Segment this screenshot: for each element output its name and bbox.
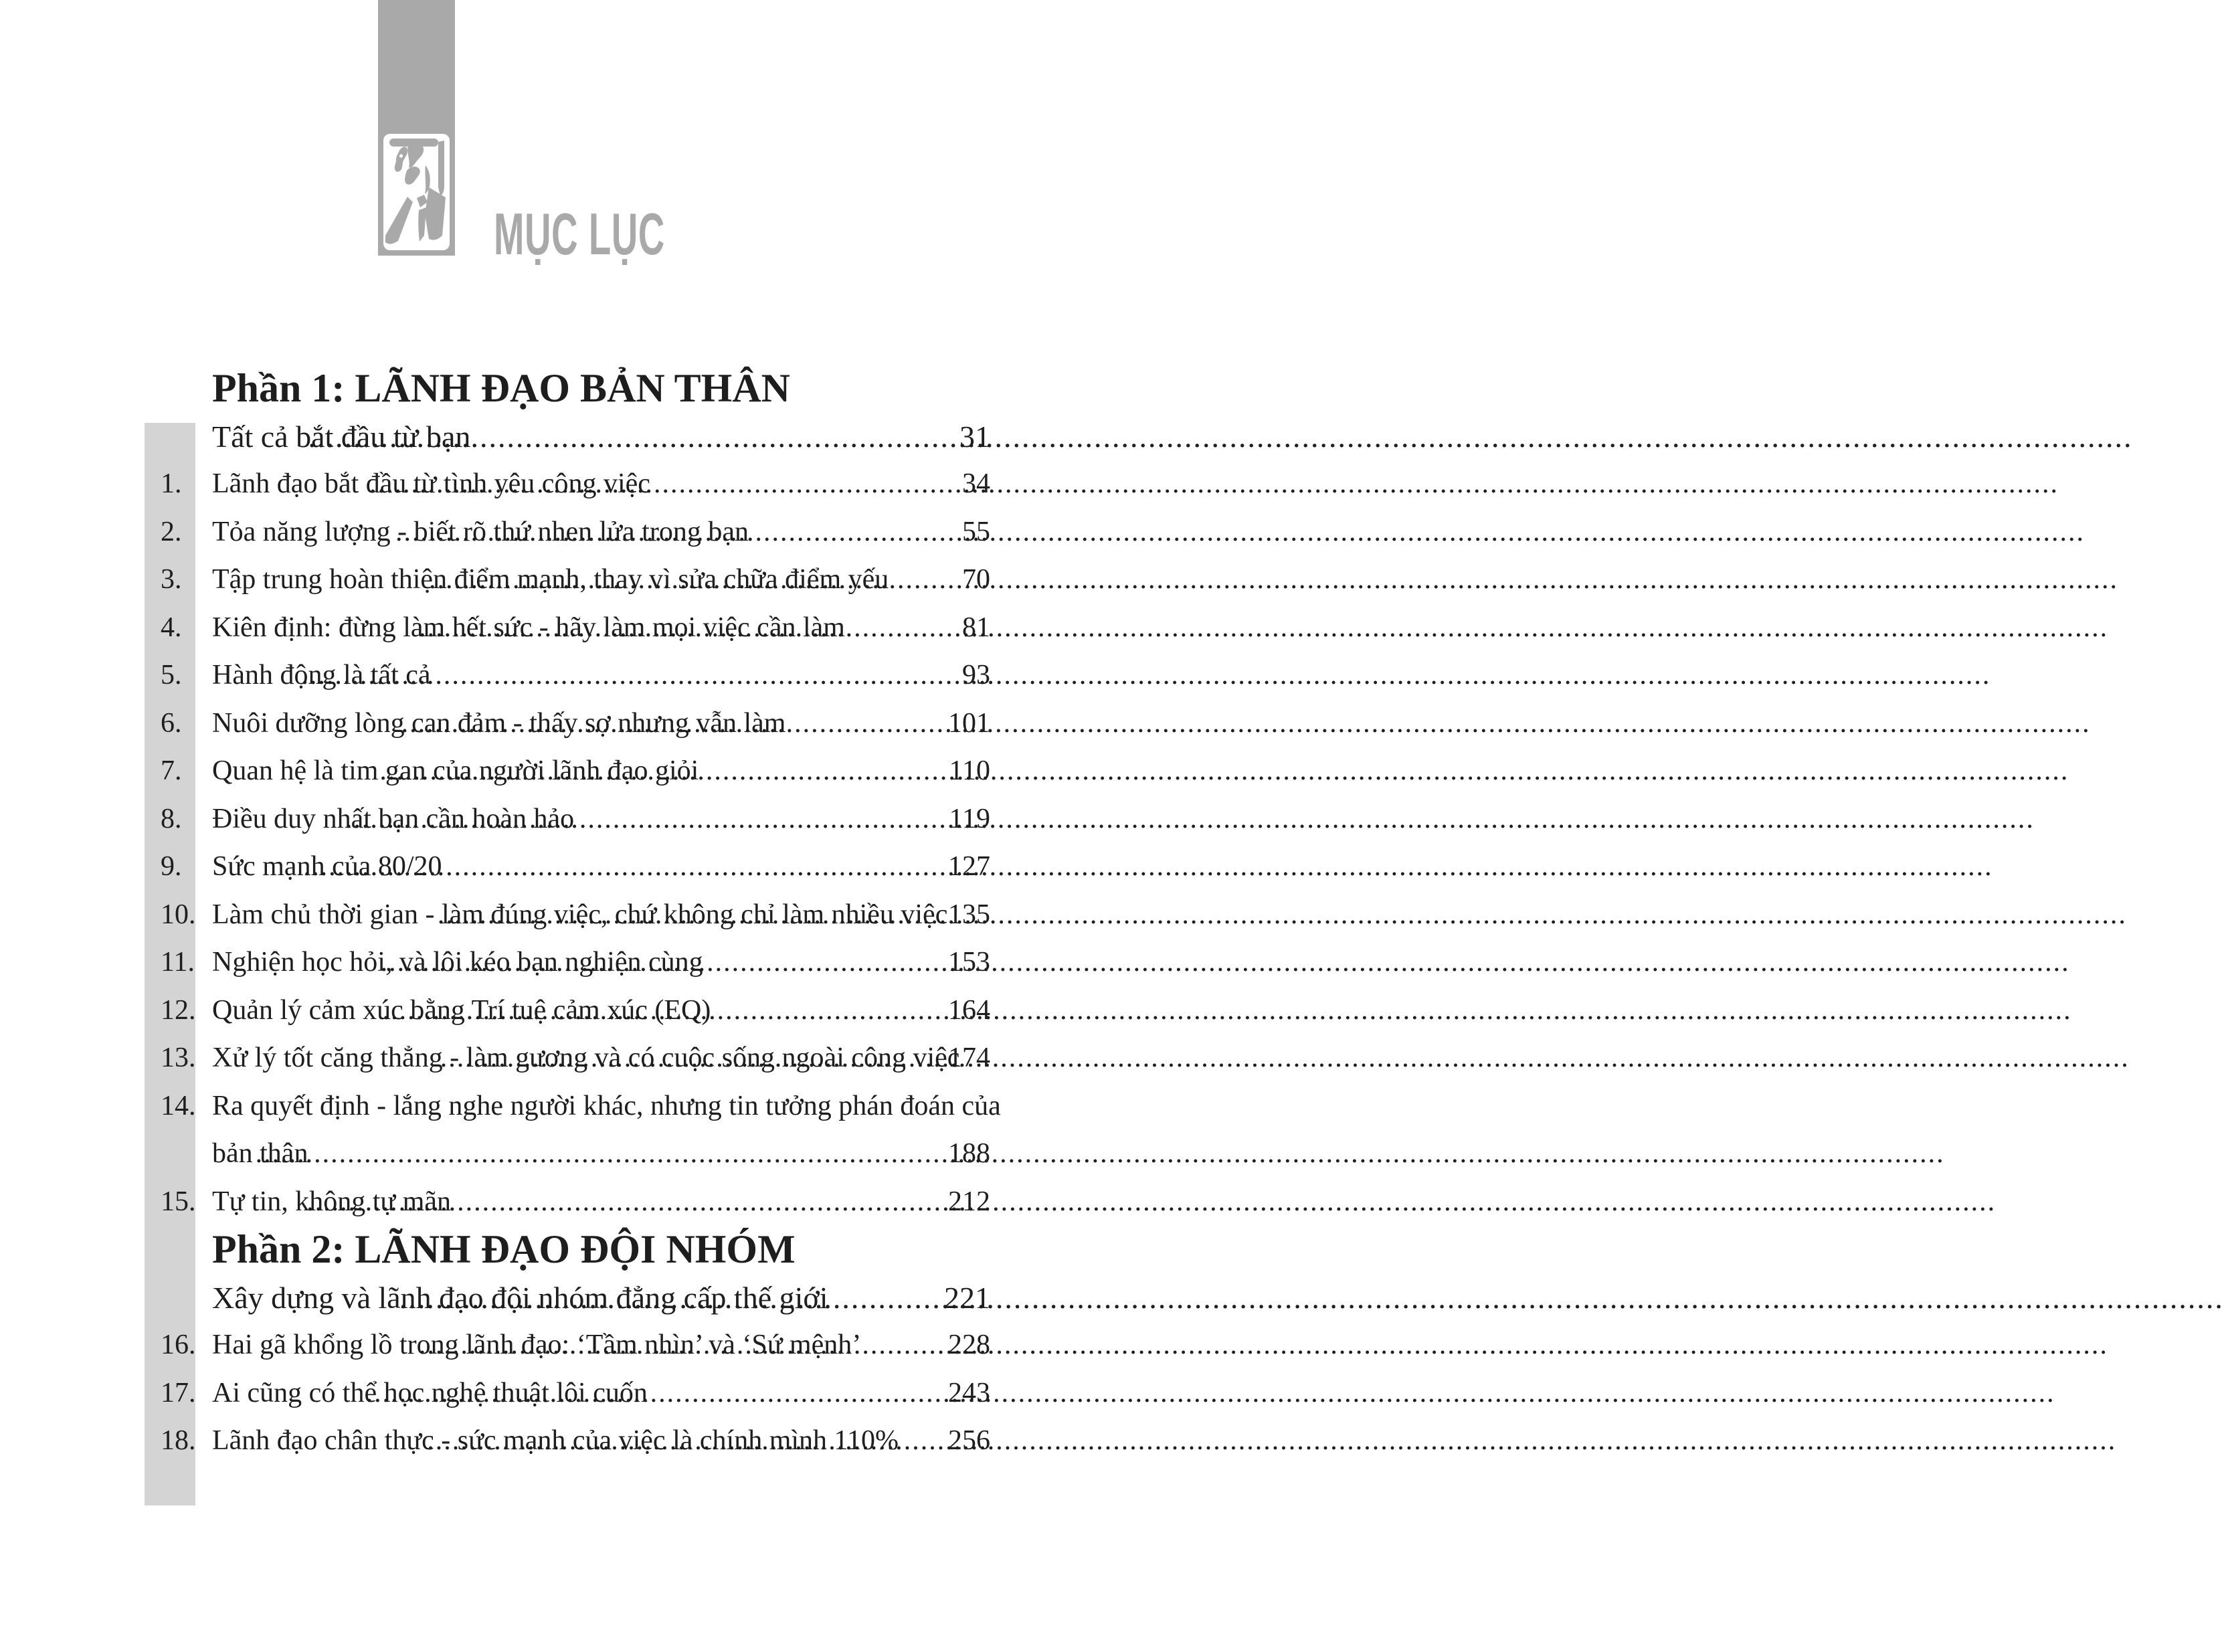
page-number: 164 <box>948 994 990 1026</box>
dot-leader <box>427 1417 946 1465</box>
toc-item-1 <box>161 460 990 509</box>
section-heading-text: Phần 2: LÃNH ĐẠO ĐỘI NHÓM <box>212 1227 796 1271</box>
page-number: 31 <box>959 419 990 454</box>
item-title: Xử lý tốt căng thẳng - làm gương và có cuộc sống ngoài công việc <box>212 1042 960 1073</box>
toc-item-16 <box>161 1321 990 1370</box>
page-number: 174 <box>948 1042 990 1073</box>
item-number: 4. <box>161 612 182 643</box>
page-number: 81 <box>962 612 990 643</box>
toc-item-13 <box>161 1034 990 1083</box>
dot-leader <box>306 1178 946 1226</box>
subtitle-text: Tất cả bắt đầu từ bạn <box>212 419 471 454</box>
toc-item-17 <box>161 1370 990 1418</box>
toc-item-3 <box>161 556 990 604</box>
item-number: 1. <box>161 468 182 499</box>
page-number: 153 <box>948 947 990 978</box>
page-title: MỤC LỤC <box>494 201 665 267</box>
toc-item-12 <box>161 987 990 1035</box>
toc-item-14-continuation <box>161 1130 990 1178</box>
dot-leader <box>438 891 946 939</box>
item-number: 6. <box>161 707 182 739</box>
page-number: 93 <box>962 660 990 691</box>
toc-item-6 <box>161 700 990 748</box>
dot-leader <box>345 796 947 844</box>
item-number: 5. <box>161 660 182 691</box>
page-number: 256 <box>948 1425 990 1456</box>
toc-item-18 <box>161 1417 990 1465</box>
toc-item-8 <box>161 796 990 844</box>
page-number: 119 <box>949 803 990 834</box>
dot-leader <box>366 1370 946 1418</box>
dot-leader <box>429 556 960 604</box>
item-number: 12. <box>161 994 196 1026</box>
item-number: 18. <box>161 1425 196 1456</box>
toc-item-9 <box>161 843 990 891</box>
toc-item-14 <box>161 1083 1001 1131</box>
item-title: Làm chủ thời gian - làm đúng việc, chứ không chỉ làm nhiều việc <box>212 899 948 930</box>
item-title: Ra quyết định - lắng nghe người khác, nhưng tin tưởng phán đoán của <box>212 1090 1001 1121</box>
page-number: 34 <box>962 468 990 499</box>
item-number: 13. <box>161 1042 196 1073</box>
item-number: 9. <box>161 851 182 882</box>
page-number: 188 <box>948 1138 990 1169</box>
item-number: 7. <box>161 755 182 786</box>
toc-section-2-subtitle <box>161 1274 990 1322</box>
page-number: 55 <box>962 516 990 547</box>
item-number: 15. <box>161 1186 196 1217</box>
page-number: 110 <box>949 755 990 786</box>
table-of-contents <box>161 365 1001 1465</box>
item-number: 16. <box>161 1329 196 1360</box>
item-number: 8. <box>161 803 182 834</box>
page-number: 228 <box>948 1329 990 1360</box>
dot-leader <box>401 700 946 748</box>
item-number: 11. <box>161 947 195 978</box>
section-heading-text: Phần 1: LÃNH ĐẠO BẢN THÂN <box>212 366 790 410</box>
businessman-portrait-icon <box>383 134 450 250</box>
dot-leader <box>301 652 960 700</box>
page-number: 101 <box>948 707 990 739</box>
dot-leader <box>308 413 958 461</box>
item-title-continuation: bản thân <box>212 1138 308 1169</box>
page-number: 70 <box>962 564 990 595</box>
toc-item-15 <box>161 1178 990 1226</box>
item-title: Tỏa năng lượng - biết rõ thứ nhen lửa trong bạn <box>212 516 749 547</box>
toc-section-2-heading <box>161 1226 990 1274</box>
item-title: Nuôi dưỡng lòng can đảm - thấy sợ nhưng vẫn làm <box>212 707 786 739</box>
item-number: 10. <box>161 899 196 930</box>
item-number: 17. <box>161 1377 196 1408</box>
subtitle-text: Xây dựng và lãnh đạo đội nhóm đẳng cấp thế giới <box>212 1280 828 1315</box>
dot-leader <box>369 460 960 509</box>
toc-item-2 <box>161 509 990 557</box>
toc-item-11 <box>161 939 990 987</box>
item-title: Hai gã khổng lồ trong lãnh đạo: ‘Tầm nhìn’ và ‘Sứ mệnh’ <box>212 1329 862 1360</box>
item-title: Nghiện học hỏi, và lôi kéo bạn nghiện cùng <box>212 947 703 978</box>
toc-item-4 <box>161 604 990 652</box>
dot-leader <box>419 604 960 652</box>
toc-item-10 <box>161 891 990 939</box>
dot-leader <box>383 987 946 1035</box>
item-title: Ai cũng có thể học nghệ thuật lôi cuốn <box>212 1377 648 1408</box>
item-title: Tự tin, không tự mãn <box>212 1186 451 1217</box>
toc-item-7 <box>161 747 990 796</box>
publisher-logo <box>383 134 450 250</box>
dot-leader <box>381 939 946 987</box>
page-number: 221 <box>944 1280 990 1315</box>
item-title: Quan hệ là tim gan của người lãnh đạo giỏi <box>212 755 699 786</box>
dot-leader <box>395 509 960 557</box>
dot-leader <box>440 1034 946 1083</box>
dot-leader <box>419 1321 946 1370</box>
item-title: Lãnh đạo chân thực - sức mạnh của việc là chính mình 110% <box>212 1425 899 1456</box>
page-number: 127 <box>948 851 990 882</box>
item-title: Lãnh đạo bắt đầu từ tình yêu công việc <box>212 468 650 499</box>
dot-leader <box>399 1274 942 1322</box>
item-title: Quản lý cảm xúc bằng Trí tuệ cảm xúc (EQ) <box>212 994 711 1026</box>
item-number: 14. <box>161 1090 196 1121</box>
item-title: Kiên định: đừng làm hết sức - hãy làm mọi việc cần làm <box>212 612 845 643</box>
item-title: Hành động là tất cả <box>212 660 431 691</box>
item-title: Sức mạnh của 80/20 <box>212 851 442 882</box>
dot-leader <box>256 1130 946 1178</box>
brand-bar <box>378 0 455 256</box>
dot-leader <box>379 747 947 796</box>
toc-item-5 <box>161 652 990 700</box>
page-number: 243 <box>948 1377 990 1408</box>
item-title: Điều duy nhất bạn cần hoàn hảo <box>212 803 575 834</box>
toc-section-1-subtitle <box>161 413 990 461</box>
toc-section-1-heading <box>161 365 990 413</box>
page-number: 212 <box>948 1186 990 1217</box>
page-number: 135 <box>948 899 990 930</box>
item-number: 2. <box>161 516 182 547</box>
dot-leader <box>304 843 946 891</box>
item-title: Tập trung hoàn thiện điểm mạnh, thay vì sửa chữa điểm yếu <box>212 564 889 595</box>
item-number: 3. <box>161 564 182 595</box>
